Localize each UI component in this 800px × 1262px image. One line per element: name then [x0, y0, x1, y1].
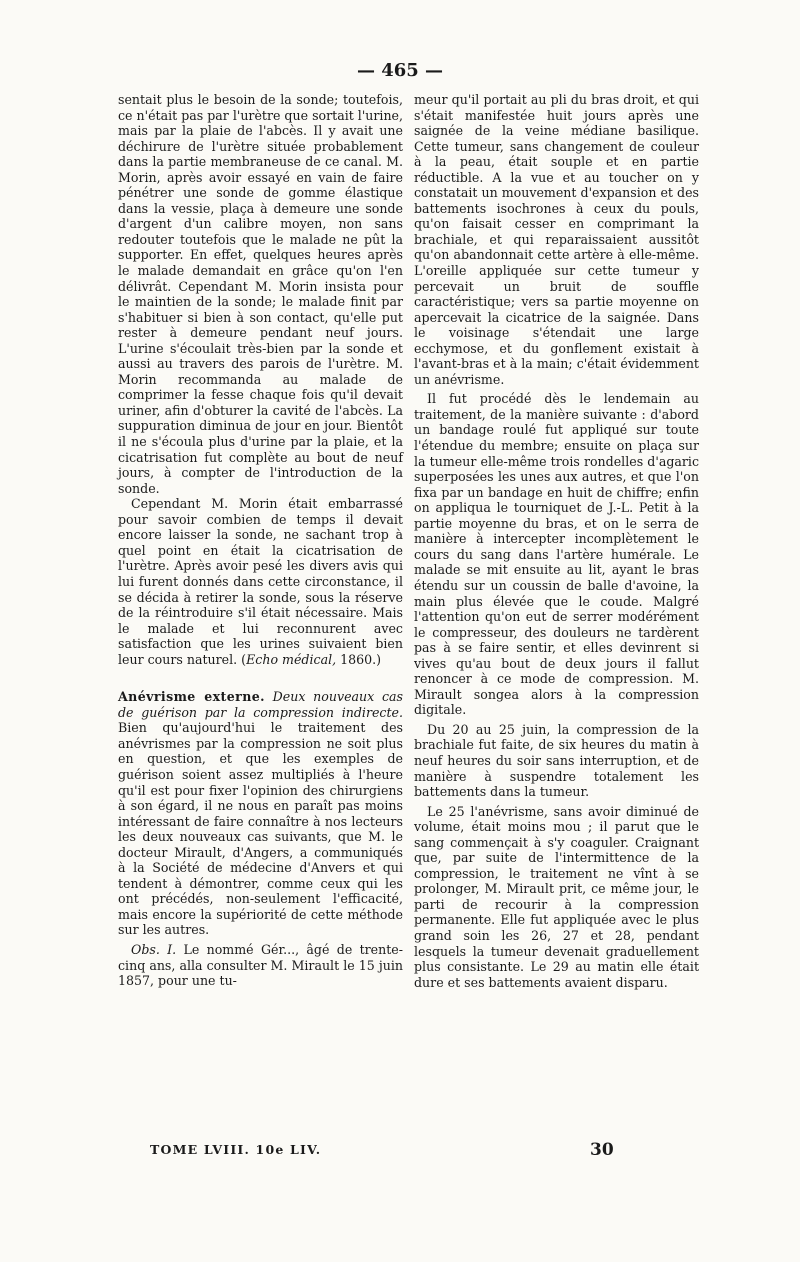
paragraph: Du 20 au 25 juin, la compression de la brachiale fut faite, de six heures du matin à neuf heures du soir sans interruption, et de manière à suspendre totalement les battements dans la tumeur.: [414, 721, 699, 800]
paragraph: sentait plus le besoin de la sonde; toutefois, ce n'était pas par l'urètre que sortait l'urine, mais par la plaie de l'abcès. Il y avait une déchirure de l'urètre située probablement dans la partie membraneuse de ce canal. M. Morin, après avoir essayé en vain de faire pénétrer une sonde de gomme élastique dans la vessie, plaça à demeure une sonde d'argent d'un calibre moyen, non sans redouter toutefois que le malade ne pût la supporter. En effet, quelques heures après le malade demandait en grâce qu'on l'en délivrât. Cependant M. Morin insista pour le maintien de la sonde; le malade finit par s'habituer si bien à son contact, qu'elle put rester à demeure pendant neuf jours. L'urine s'écoulait très-bien par la sonde et aussi au travers des parois de l'urètre. M. Morin recommanda au malade de comprimer la fesse chaque fois qu'il devait uriner, afin d'obturer la cavité de l'abcès. La suppuration diminua de jour en jour. Bientôt il ne s'écoula plus d'urine par la plaie, et la cicatrisation fut complète au bout de neuf jours, à compter de l'introduction de la sonde.: [118, 92, 404, 496]
left-column: [118, 92, 403, 989]
section-paragraph: Anévrisme externe. Deux nouveaux cas de guérison par la compression indirecte. Bien qu'aujourd'hui le traitement des anévrismes par la compression ne soit plus en question, et que les exemples de guérison soient assez multipliés à l'heure qu'il est pour fixer l'opinion des chirurgiens à son égard, il ne nous en paraît pas moins intéressant de faire connaître à nos lecteurs les deux nouveaux cas suivants, que M. le docteur Mirault, d'Angers, a communiqués à la Société de médecine d'Anvers et qui tendent à démontrer, comme ceux qui les ont précédés, non-seulement l'efficacité, mais encore la supériorité de cette méthode sur les autres.: [118, 689, 403, 938]
page-number: — 465 —: [356, 60, 444, 81]
paragraph: Cependant M. Morin était embarrassé pour savoir combien de temps il devait encore laisser la sonde, ne sachant trop à quel point en était la cicatrisation de l'urètre. Après avoir pesé les divers avis qui lui furent donnés dans cette circonstance, il se décida à retirer la sonde, sous la réserve de la réintroduire s'il était nécessaire. Mais le malade et lui reconnurent avec satisfaction que les urines suivaient bien leur cours naturel. (Echo médical, 1860.): [118, 496, 403, 667]
right-column: [414, 92, 699, 990]
section-title: Anévrisme externe.: [118, 689, 265, 705]
observation-label: Obs. I.: [131, 941, 177, 957]
volume-footer: TOME LVIII. 10e LIV.: [150, 1142, 322, 1157]
paragraph: Il fut procédé dès le lendemain au traitement, de la manière suivante : d'abord un bandage roulé fut appliqué sur toute l'étendue du membre; ensuite on plaça sur la tumeur elle-même trois rondelles d'agaric superposées les unes aux autres, et que l'on fixa par un bandage en huit de chiffre; enfin on appliqua le tourniquet de J.-L. Petit à la partie moyenne du bras, et on le serra de manière à intercepter incomplètement le cours du sang dans l'artère humérale. Le malade se mit ensuite au lit, ayant le bras étendu sur un coussin de balle d'avoine, la main plus élevée que le coude. Malgré l'attention qu'on eut de serrer modérément le compresseur, des douleurs ne tardèrent pas à se faire sentir, et elles devinrent si vives qu'au bout de deux jours il fallut renoncer à ce mode de compression. M. Mirault songea alors à la compression digitale.: [414, 391, 699, 718]
citation-year: 1860.): [336, 651, 382, 667]
paragraph: Obs. I. Le nommé Gér..., âgé de trente-cinq ans, alla consulter M. Mirault le 15 juin 1857, pour une tu-: [118, 941, 403, 989]
section-subtitle: Deux nouveaux cas de guérison par la compression indirecte.: [118, 689, 403, 720]
paragraph: meur qu'il portait au pli du bras droit, et qui s'était manifestée huit jours après une saignée de la veine médiane basilique. Cette tumeur, sans changement de couleur à la peau, était souple et en partie réductible. A la vue et au toucher on y constatait un mouvement d'expansion et des battements isochrones à ceux du pouls, qu'on faisait cesser en comprimant la brachiale, et qui reparaissaient aussitôt qu'on abandonnait cette artère à elle-même. L'oreille appliquée sur cette tumeur y percevait un bruit de souffle caractéristique; vers sa partie moyenne on apercevait la cicatrice de la saignée. Dans le voisinage s'étendait une large ecchymose, et du gonflement existait à l'avant-bras et à la main; c'était évidemment un anévrisme.: [414, 92, 699, 387]
paragraph: Le 25 l'anévrisme, sans avoir diminué de volume, était moins mou ; il parut que le sang commençait à s'y coaguler. Craignant que, par suite de l'intermittence de la compression, le traitement ne vînt à se prolonger, M. Mirault prit, ce même jour, le parti de recourir à la compression permanente. Elle fut appliquée avec le plus grand soin les 26, 27 et 28, pendant lesquels la tumeur devenait graduellement plus consistante. Le 29 au matin elle était dure et ses battements avaient disparu.: [414, 803, 699, 990]
citation-source: Echo médical,: [246, 651, 337, 667]
signature-mark: 30: [590, 1140, 614, 1160]
citation-open: (: [241, 651, 247, 667]
